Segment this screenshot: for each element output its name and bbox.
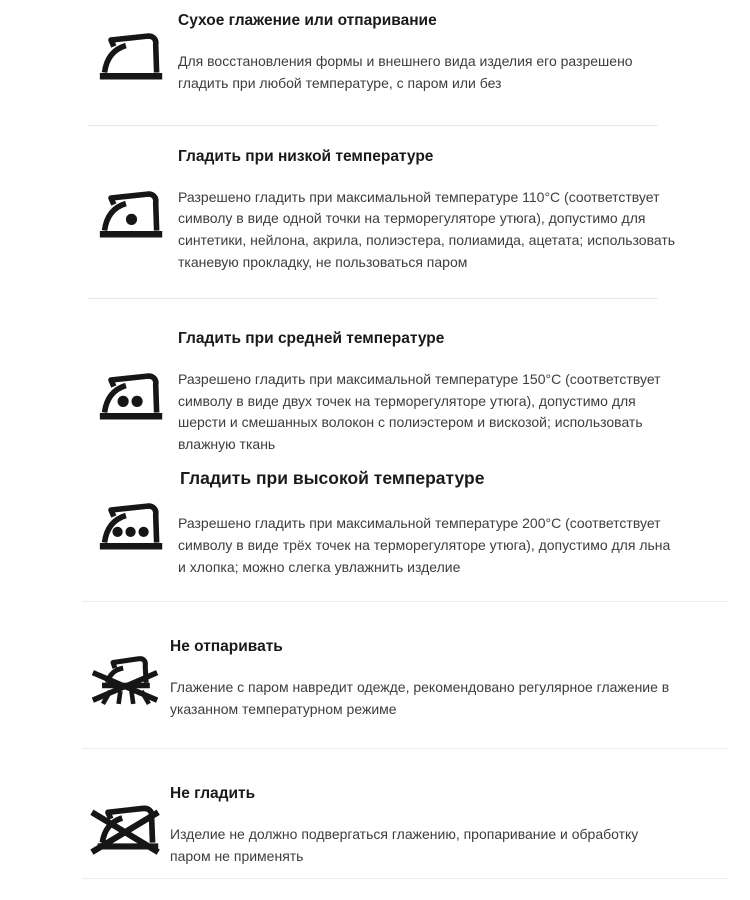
icon-column (90, 797, 170, 856)
icon-column (90, 646, 170, 714)
divider (82, 878, 728, 879)
no-iron-icon (90, 797, 162, 856)
section-description: Разрешено гладить при максимальной температуре 110°С (соответствует символу в виде одной точки на терморегуляторе утюга), допустимо для синтетики, нейлона, акрила, полиэстера, полиамида, ацетата; использовать тканевую прокладку, не пользоваться паром (178, 188, 676, 270)
text-column (178, 330, 683, 456)
section-no-iron (0, 749, 750, 878)
iron-one-dot-icon (98, 184, 165, 238)
section-description: Разрешено гладить при максимальной температуре 200°С (соответствует символу в виде трёх точек на терморегуляторе утюга), допустимо для льна и хлопка; можно слегка увлажнить изделие (178, 514, 671, 575)
section-title: Гладить при средней температуре (178, 329, 445, 347)
section-description: Разрешено гладить при максимальной температуре 150°С (соответствует символу в виде двух точек на терморегуляторе утюга), допустимо для шерсти и смешанных волокон с полиэстером и вискозой; использовать влажную ткань (178, 370, 661, 453)
no-steam-icon (90, 646, 160, 714)
text-column (178, 148, 683, 274)
icon-column (98, 184, 178, 238)
section-description: Для восстановления формы и внешнего вида изделия его разрешено гладить при любой температуре, с паром или без (178, 53, 633, 91)
section-iron-medium-temp (0, 299, 750, 468)
section-no-steam (0, 602, 750, 748)
iron-two-dots-icon (98, 366, 165, 420)
text-column (170, 638, 675, 721)
section-description: Изделие не должно подвергаться глажению, пропаривание и обработку паром не применять (170, 825, 639, 864)
iron-three-dots-icon (98, 496, 165, 550)
section-dry-ironing (0, 0, 750, 125)
section-description: Глажение с паром навредит одежде, рекомендовано регулярное глажение в указанном температурном режиме (170, 679, 670, 718)
text-column (170, 785, 675, 868)
icon-column (98, 26, 178, 80)
section-title: Не отпаривать (170, 638, 283, 656)
section-title: Гладить при низкой температуре (178, 147, 434, 165)
section-iron-low-temp (0, 126, 750, 298)
iron-icon (98, 26, 165, 80)
text-column (178, 468, 683, 578)
section-title: Гладить при высокой температуре (180, 467, 485, 488)
section-iron-high-temp (0, 468, 750, 601)
section-title: Не гладить (170, 784, 256, 802)
section-title: Сухое глажение или отпаривание (178, 12, 437, 29)
icon-column (98, 496, 178, 550)
text-column (178, 12, 683, 95)
icon-column (98, 366, 178, 420)
